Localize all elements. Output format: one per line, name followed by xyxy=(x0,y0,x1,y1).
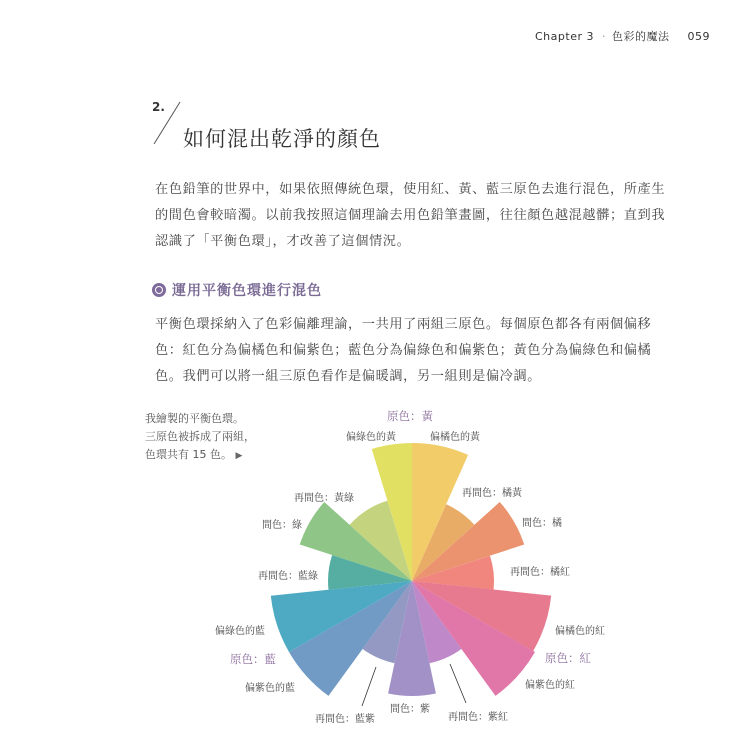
body-paragraph: 平衡色環採納入了色彩偏離理論，一共用了兩組三原色。每個原色都各有兩個偏移色：紅色分為偏橘色和偏紫色；藍色分為偏綠色和偏紫色；黃色分為偏綠色和偏橘色。我們可以將一組三原色看作是偏暖調，另一組則是偏冷調。 xyxy=(155,317,652,384)
subheading-text: 運用平衡色環進行混色 xyxy=(172,283,322,299)
pointer-line-purple-red xyxy=(450,664,466,703)
label-tertiary-blue-green: 再間色：藍綠 xyxy=(258,571,318,582)
label-primary-yellow: 原色：黃 xyxy=(387,409,433,423)
label-tertiary-orange-red: 再間色：橘紅 xyxy=(510,567,570,578)
page-number: 059 xyxy=(687,30,710,43)
arrow-right-icon: ▶ xyxy=(235,451,243,461)
label-tertiary-yellow-green: 再間色：黃綠 xyxy=(294,493,354,504)
label-primary-red: 原色：紅 xyxy=(545,651,591,665)
label-secondary-green: 間色：綠 xyxy=(262,520,302,531)
label-tertiary-purple-red: 再間色：紫紅 xyxy=(448,712,508,723)
separator-dot: · xyxy=(601,30,606,43)
label-purple-blue: 偏紫色的藍 xyxy=(245,683,295,694)
label-tertiary-blue-purple: 再間色：藍紫 xyxy=(315,714,375,725)
caption-line-1: 我繪製的平衡色環。 xyxy=(145,412,244,425)
intro-paragraph: 在色鉛筆的世界中，如果依照傳統色環，使用紅、黃、藍三原色去進行混色，所產生的間色會較暗濁。以前我按照這個理論去用色鉛筆畫圖，往往顏色越混越髒；直到我認識了「平衡色環」，才改善了這個情況。 xyxy=(155,182,666,249)
label-primary-blue: 原色：藍 xyxy=(230,652,276,666)
label-secondary-purple: 間色：紫 xyxy=(390,704,430,715)
section-title: 如何混出乾淨的顏色 xyxy=(183,127,381,151)
label-orange-yellow: 偏橘色的黃 xyxy=(430,432,480,443)
chapter-label: Chapter 3 xyxy=(535,30,594,43)
label-secondary-orange: 間色：橘 xyxy=(522,518,562,529)
chapter-title: 色彩的魔法 xyxy=(611,30,670,43)
caption-line-2: 三原色被拆成了兩組， xyxy=(145,430,255,443)
label-purple-red: 偏紫色的紅 xyxy=(525,680,575,691)
pointer-line-blue-purple xyxy=(362,667,376,706)
label-orange-red: 偏橘色的紅 xyxy=(555,626,605,637)
label-green-blue: 偏綠色的藍 xyxy=(215,626,265,637)
label-green-yellow: 偏綠色的黃 xyxy=(346,432,396,443)
label-tertiary-yellow-orange: 再間色：橘黃 xyxy=(462,488,522,499)
caption-line-3: 色環共有 15 色。 xyxy=(145,448,232,461)
section-number: 2. xyxy=(152,100,165,114)
